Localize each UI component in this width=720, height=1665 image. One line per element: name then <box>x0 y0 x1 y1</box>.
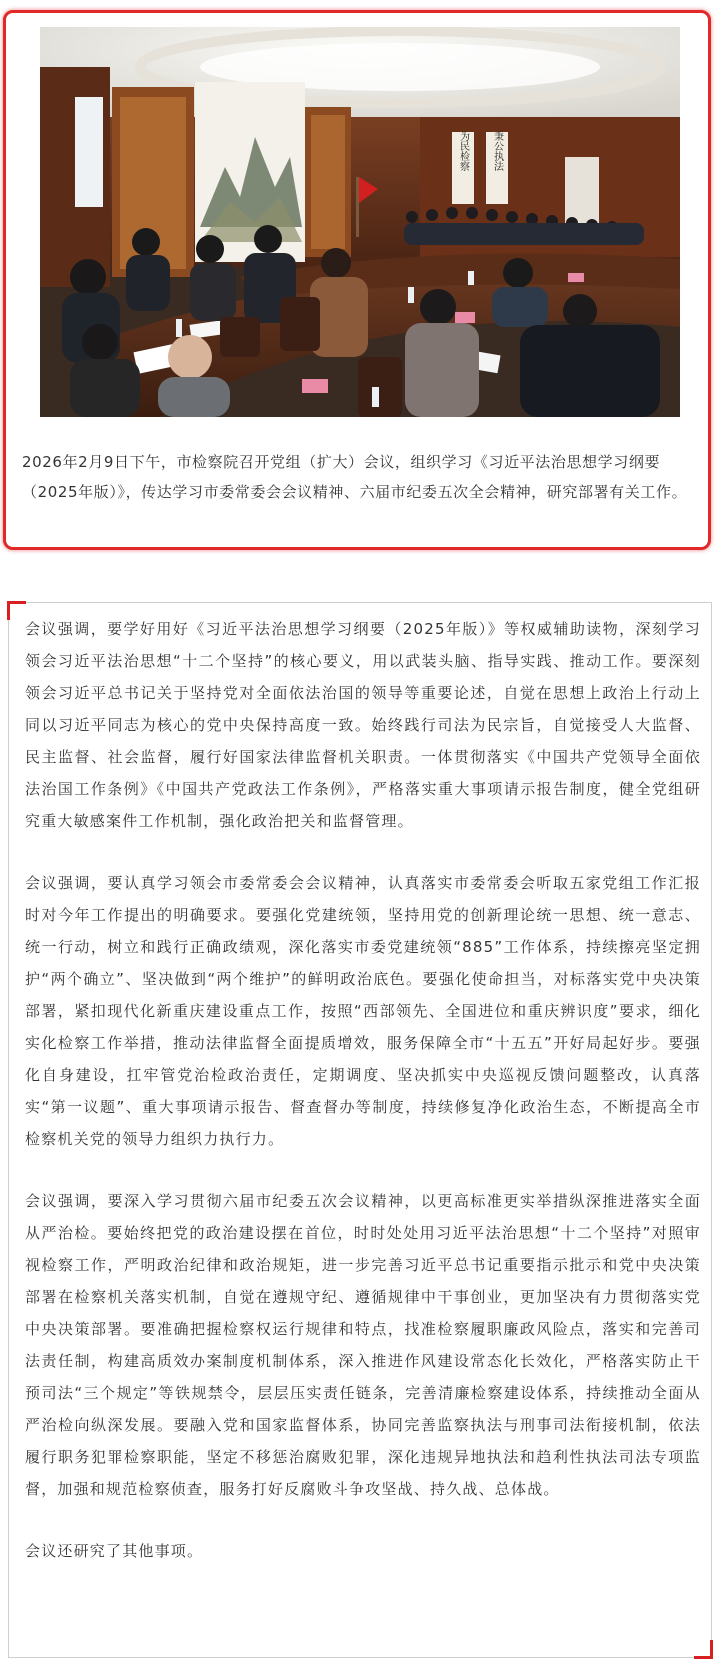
article-paragraph-1: 会议强调，要学好用好《习近平法治思想学习纲要（2025年版）》等权威辅助读物，深刻学习领会习近平法治思想“十二个坚持”的核心要义，用以武装头脑、指导实践、推动工作。要深刻领会习近平总书记关于坚持党对全面依法治国的领导等重要论述，自觉在思想上政治上行动上同以习近平同志为核心的党中央保持高度一致。始终践行司法为民宗旨，自觉接受人大监督、民主监督、社会监督，履行好国家法律监督机关职责。一体贯彻落实《中国共产党领导全面依法治国工作条例》《中国共产党政法工作条例》，严格落实重大事项请示报告制度，健全党组研究重大敏感案件工作机制，强化政治把关和监督管理。 <box>25 620 701 830</box>
photo-card <box>3 10 711 550</box>
article-frame <box>8 602 712 1658</box>
calligraphy-left: 为民检察 <box>457 131 469 171</box>
frame-corner-top-left <box>7 601 26 620</box>
article-paragraph-2: 会议强调，要认真学习领会市委常委会会议精神，认真落实市委常委会听取五家党组工作汇报时对今年工作提出的明确要求。要强化党建统领，坚持用党的创新理论统一思想、统一意志、统一行动，树立和践行正确政绩观，深化落实市委党建统领“885”工作体系，持续擦亮坚定拥护“两个确立”、坚决做到“两个维护”的鲜明政治底色。要强化使命担当，对标落实党中央决策部署，紧扣现代化新重庆建设重点工作，按照“西部领先、全国进位和重庆辨识度”要求，细化实化检察工作举措，推动法律监督全面提质增效，服务保障全市“十五五”开好局起好步。要强化自身建设，扛牢管党治检政治责任，定期调度、坚决抓实中央巡视反馈问题整改，认真落实“第一议题”、重大事项请示报告、督查督办等制度，持续修复净化政治生态，不断提高全市检察机关党的领导力组织力执行力。 <box>25 874 701 1148</box>
meeting-photo-illustration <box>40 27 680 417</box>
photo-caption: 2026年2月9日下午，市检察院召开党组（扩大）会议，组织学习《习近平法治思想学习纲要（2025年版）》，传达学习市委常委会会议精神、六届市纪委五次全会精神，研究部署有关工作。 <box>22 453 688 501</box>
article-body <box>25 613 701 1567</box>
calligraphy-right: 秉公执法 <box>491 131 503 171</box>
meeting-photo <box>40 27 680 417</box>
frame-corner-bottom-right <box>694 1640 713 1659</box>
article-paragraph-4: 会议还研究了其他事项。 <box>25 1542 204 1560</box>
article-paragraph-3: 会议强调，要深入学习贯彻六届市纪委五次会议精神，以更高标准更实举措纵深推进落实全面从严治检。要始终把党的政治建设摆在首位，时时处处用习近平法治思想“十二个坚持”对照审视检察工作，严明政治纪律和政治规矩，进一步完善习近平总书记重要指示批示和党中央决策部署在检察机关落实机制，自觉在遵规守纪、遵循规律中干事创业，更加坚决有力贯彻落实党中央决策部署。要准确把握检察权运行规律和特点，找准检察履职廉政风险点，落实和完善司法责任制，构建高质效办案制度机制体系，深入推进作风建设常态化长效化，严格落实防止干预司法“三个规定”等铁规禁令，层层压实责任链条，完善清廉检察建设体系，持续推动全面从严治检向纵深发展。要融入党和国家监督体系，协同完善监察执法与刑事司法衔接机制，依法履行职务犯罪检察职能，坚定不移惩治腐败犯罪，深化违规异地执法和趋利性执法司法专项监督，加强和规范检察侦查，服务打好反腐败斗争攻坚战、持久战、总体战。 <box>25 1192 701 1498</box>
